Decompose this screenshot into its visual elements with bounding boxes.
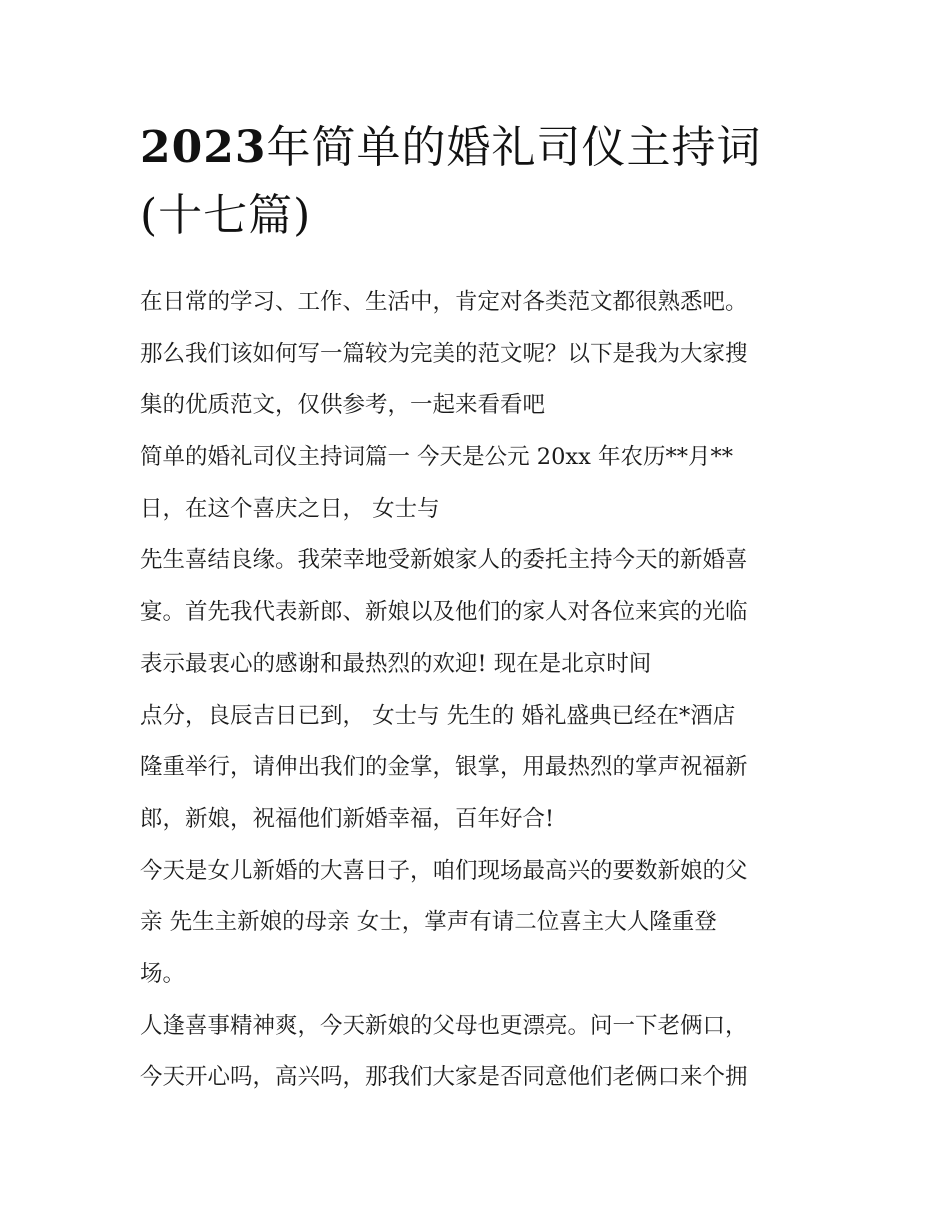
body-line: 今天是女儿新婚的大喜日子，咱们现场最高兴的要数新娘的父	[140, 857, 748, 884]
document-body	[140, 277, 830, 1104]
document-title	[140, 114, 840, 250]
body-line: 场。	[140, 960, 186, 987]
title-text-2: (十七篇)	[140, 190, 312, 241]
body-line: 宴。首先我代表新郎、新娘以及他们的家人对各位来宾的光临	[140, 599, 748, 626]
body-line: 郎，新娘，祝福他们新婚幸福，百年好合!	[140, 805, 555, 832]
body-line: 亲 先生主新娘的母亲 女士，掌声有请二位喜主大人隆重登	[140, 909, 717, 936]
body-line: 日，在这个喜庆之日， 女士与	[140, 495, 440, 522]
body-line: 那么我们该如何写一篇较为完美的范文呢？以下是我为大家搜	[140, 340, 748, 367]
title-line-2	[140, 182, 840, 250]
title-text-1: 年简单的婚礼司仪主持词	[266, 122, 762, 173]
body-line: 先生喜结良缘。我荣幸地受新娘家人的委托主持今天的新婚喜	[140, 547, 748, 574]
title-year: 2023	[140, 122, 267, 173]
body-line: 简单的婚礼司仪主持词篇一 今天是公元 20xx 年农历**月**	[140, 444, 733, 471]
body-line: 在日常的学习、工作、生活中，肯定对各类范文都很熟悉吧。	[140, 289, 748, 315]
body-line: 点分，良辰吉日已到， 女士与 先生的 婚礼盛典已经在*酒店	[140, 702, 736, 729]
body-line: 集的优质范文，仅供参考，一起来看看吧	[140, 392, 546, 419]
body-line: 隆重举行，请伸出我们的金掌，银掌，用最热烈的掌声祝福新	[140, 754, 748, 781]
body-line: 今天开心吗，高兴吗，那我们大家是否同意他们老俩口来个拥	[140, 1064, 748, 1091]
body-line: 人逢喜事精神爽，今天新娘的父母也更漂亮。问一下老俩口，	[140, 1012, 748, 1039]
body-line: 表示最衷心的感谢和最热烈的欢迎! 现在是北京时间	[140, 650, 652, 677]
title-line-1	[140, 114, 840, 182]
